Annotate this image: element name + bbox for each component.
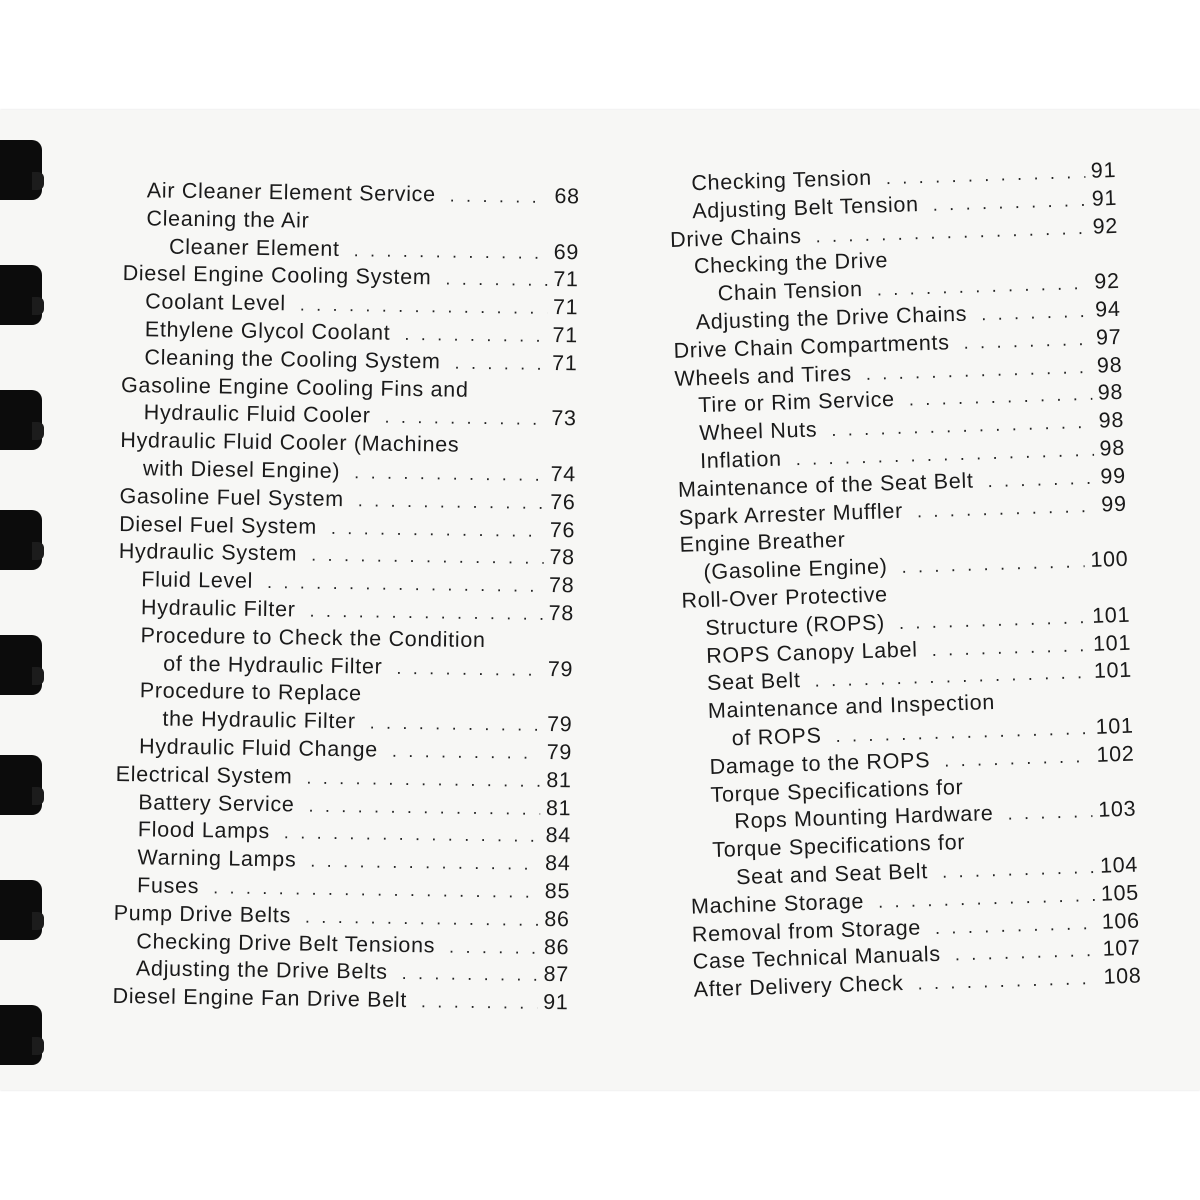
toc-entry-page: 78	[548, 600, 575, 626]
toc-entry-title: with Diesel Engine)	[142, 456, 341, 484]
toc-entry-title: Tire or Rim Service	[697, 387, 896, 418]
dot-leader	[963, 329, 1090, 354]
dot-leader	[899, 607, 1087, 634]
toc-entry-page: 92	[1093, 269, 1121, 294]
toc-entry-title: Cleaner Element	[168, 234, 340, 261]
toc-entry-page: 69	[553, 239, 580, 264]
dot-leader	[886, 162, 1086, 189]
toc-entry-page: 73	[551, 406, 577, 431]
toc-entry-title: Diesel Engine Cooling System	[122, 261, 432, 290]
binding-coil	[0, 880, 42, 940]
toc-entry-page: 71	[551, 350, 578, 376]
toc-entry-title: Torque Specifications for	[711, 830, 966, 863]
spiral-binding	[0, 110, 60, 1090]
toc-entry-title: Seat Belt	[706, 668, 801, 696]
toc-entry-page: 108	[1103, 963, 1142, 989]
dot-leader	[311, 545, 543, 569]
dot-leader	[942, 857, 1095, 883]
toc-entry-title: Cleaning the Air	[146, 206, 310, 233]
toc-entry-title: Case Technical Manuals	[692, 942, 942, 974]
toc-entry-title: Engine Breather	[679, 527, 846, 558]
toc-entry-title: Roll-Over Protective	[681, 582, 889, 613]
dot-leader	[449, 936, 538, 958]
dot-leader	[987, 468, 1095, 492]
toc-entry-page: 98	[1099, 435, 1126, 461]
toc-entry-title: Maintenance of the Seat Belt	[677, 468, 974, 502]
dot-leader	[370, 713, 542, 736]
toc-entry-title: Adjusting the Drive Chains	[695, 301, 968, 335]
toc-entry-title: Drive Chain Compartments	[673, 330, 950, 363]
dot-leader	[421, 991, 538, 1014]
toc-entry-title: Flood Lamps	[137, 817, 271, 844]
binding-coil	[0, 510, 42, 570]
dot-leader	[865, 356, 1091, 384]
toc-entry-title: Adjusting Belt Tension	[691, 191, 920, 224]
dot-leader	[305, 906, 539, 930]
toc-entry-page: 78	[549, 545, 575, 570]
dot-leader	[454, 352, 546, 374]
binding-coil	[0, 635, 42, 695]
dot-leader	[404, 324, 546, 347]
dot-leader	[932, 190, 1086, 216]
toc-entry-title: Fluid Level	[141, 567, 254, 593]
toc-entry-page: 74	[550, 461, 577, 487]
toc-entry-page: 100	[1090, 546, 1129, 573]
toc-entry-page: 91	[1091, 185, 1118, 211]
toc-entry-page: 71	[552, 295, 579, 320]
toc-left-column	[112, 178, 580, 1018]
toc-entry-page: 102	[1096, 741, 1135, 767]
toc-entry-page: 94	[1094, 296, 1121, 322]
toc-entry-page: 103	[1097, 796, 1137, 823]
dot-leader	[354, 462, 545, 486]
toc-entry-page: 86	[544, 906, 570, 932]
dot-leader	[331, 517, 544, 541]
toc-entry-page: 84	[545, 823, 572, 848]
dot-leader	[944, 746, 1091, 772]
toc-entry-title: Damage to the ROPS	[709, 747, 931, 779]
toc-entry-title: ROPS Canopy Label	[705, 636, 918, 668]
toc-entry-title: Checking the Drive	[693, 248, 889, 279]
toc-entry-title: Hydraulic Fluid Cooler	[143, 400, 371, 428]
dot-leader	[384, 407, 545, 430]
toc-entry-title: Gasoline Engine Cooling Fins and	[120, 372, 469, 402]
toc-entry-title: Battery Service	[138, 789, 295, 816]
dot-leader	[284, 823, 540, 848]
dot-leader	[954, 940, 1097, 965]
binding-coil	[0, 140, 42, 200]
toc-entry-title: Drive Chains	[669, 223, 802, 252]
toc-entry-page: 97	[1095, 324, 1122, 350]
toc-entry-page: 105	[1100, 880, 1140, 906]
toc-entry-page: 71	[553, 267, 579, 292]
toc-entry-title: Checking Drive Belt Tensions	[136, 928, 436, 957]
toc-entry-title: Structure (ROPS)	[704, 610, 886, 640]
dot-leader	[876, 273, 1088, 301]
dot-leader	[1007, 801, 1092, 825]
toc-entry-title: of the Hydraulic Filter	[163, 651, 383, 679]
dot-leader	[901, 551, 1085, 578]
toc-entry-title: After Delivery Check	[693, 971, 904, 1002]
dot-leader	[267, 572, 543, 597]
toc-entry-page: 104	[1099, 852, 1139, 878]
dot-leader	[981, 301, 1090, 325]
dot-leader	[835, 718, 1090, 747]
toc-entry-title: Checking Tension	[690, 165, 873, 196]
toc-entry-title: Hydraulic Filter	[140, 595, 296, 622]
toc-entry-page: 81	[546, 767, 572, 793]
dot-leader	[354, 240, 548, 264]
toc-entry-page: 106	[1101, 908, 1141, 934]
toc-entry-page: 76	[549, 517, 576, 542]
toc-entry-title: Hydraulic System	[118, 539, 298, 566]
toc-entry-title: Inflation	[699, 446, 783, 474]
toc-entry-page: 99	[1100, 463, 1127, 489]
toc-entry-page: 87	[543, 962, 570, 987]
dot-leader	[213, 877, 539, 903]
toc-entry-page: 107	[1102, 935, 1141, 962]
toc-entry-title: (Gasoline Engine)	[703, 554, 888, 585]
toc-entry-title: Hydraulic Fluid Cooler (Machines	[120, 428, 460, 457]
toc-entry-title: Diesel Engine Fan Drive Belt	[112, 984, 408, 1013]
dot-leader	[908, 384, 1092, 411]
toc-entry-title: Electrical System	[115, 761, 293, 789]
toc-entry-title: Machine Storage	[690, 888, 865, 919]
binding-coil	[0, 755, 42, 815]
toc-entry-title: Cleaning the Cooling System	[144, 345, 441, 374]
toc-entry-page: 79	[546, 739, 573, 765]
dot-leader	[831, 412, 1093, 441]
toc-entry-title: of ROPS	[731, 723, 822, 751]
toc-entry-page: 101	[1093, 658, 1133, 684]
toc-entry-page: 91	[1090, 157, 1117, 183]
dot-leader	[306, 767, 540, 791]
toc-entry-title: Maintenance and Inspection	[707, 690, 996, 724]
toc-entry-page: 81	[545, 795, 572, 820]
toc-entry-page: 78	[548, 573, 575, 598]
binding-coil	[0, 1005, 42, 1065]
toc-entry-page: 98	[1098, 407, 1125, 433]
toc-entry-title: Coolant Level	[145, 289, 287, 316]
toc-entry-page: 76	[550, 489, 576, 515]
toc-entry-page: 71	[552, 322, 579, 348]
toc-entry-title: Procedure to Replace	[139, 678, 362, 706]
dot-leader	[878, 885, 1096, 913]
toc-entry-page: 101	[1091, 602, 1131, 628]
toc-entry-page: 101	[1092, 630, 1132, 656]
toc-entry-title: Wheels and Tires	[674, 360, 853, 391]
dot-leader	[310, 851, 539, 875]
toc-entry-page: 79	[547, 656, 574, 681]
toc-entry-page: 98	[1097, 380, 1124, 405]
binding-coil	[0, 390, 42, 450]
dot-leader	[392, 741, 541, 764]
dot-leader	[358, 490, 545, 514]
toc-entry-title: Rops Mounting Hardware	[734, 801, 994, 834]
toc-entry-page: 85	[544, 878, 571, 904]
binding-coil	[0, 265, 42, 325]
toc-entry-title: Chain Tension	[717, 277, 864, 306]
toc-entry-page: 92	[1092, 213, 1119, 239]
toc-entry-title: Air Cleaner Element Service	[146, 178, 436, 207]
dot-leader	[445, 269, 547, 291]
toc-entry-page: 68	[554, 184, 580, 209]
toc-right-column	[668, 158, 1142, 1006]
toc-entry-page: 99	[1100, 491, 1128, 517]
dot-leader	[309, 601, 542, 625]
toc-entry-title: Hydraulic Fluid Change	[138, 734, 379, 762]
dot-leader	[308, 795, 540, 819]
dot-leader	[917, 968, 1098, 995]
toc-entry-title: Wheel Nuts	[698, 417, 818, 446]
toc-entry-title: Ethylene Glycol Coolant	[144, 317, 391, 345]
dot-leader	[396, 657, 542, 680]
toc-entry-title: Seat and Seat Belt	[735, 859, 929, 890]
dot-leader	[402, 963, 538, 986]
toc-entry-title: Procedure to Check the Condition	[140, 623, 486, 652]
dot-leader	[300, 295, 547, 319]
dot-leader	[450, 186, 549, 208]
toc-entry-title: Torque Specifications for	[710, 774, 964, 807]
toc-entry-title: Spark Arrester Muffler	[678, 498, 904, 530]
toc-entry-title: Adjusting the Drive Belts	[135, 956, 388, 985]
toc-entry-page: 101	[1095, 713, 1134, 739]
toc-entry-title: the Hydraulic Filter	[162, 706, 356, 734]
toc-entry-page: 84	[544, 851, 571, 876]
toc-entry-page: 79	[546, 712, 573, 737]
toc-entry-page: 98	[1096, 352, 1123, 378]
toc-entry-title: Pump Drive Belts	[113, 900, 292, 928]
toc-entry-title: Fuses	[136, 873, 200, 899]
dot-leader	[931, 635, 1087, 661]
toc-entry-title: Removal from Storage	[691, 914, 922, 947]
toc-entry-title: Gasoline Fuel System	[119, 483, 345, 511]
dot-leader	[935, 912, 1097, 938]
toc-entry-page: 91	[543, 990, 569, 1015]
toc-entry-title: Diesel Fuel System	[119, 511, 318, 539]
dot-leader	[917, 495, 1096, 522]
toc-entry-title: Warning Lamps	[137, 845, 297, 872]
toc-entry-page: 86	[543, 934, 570, 959]
